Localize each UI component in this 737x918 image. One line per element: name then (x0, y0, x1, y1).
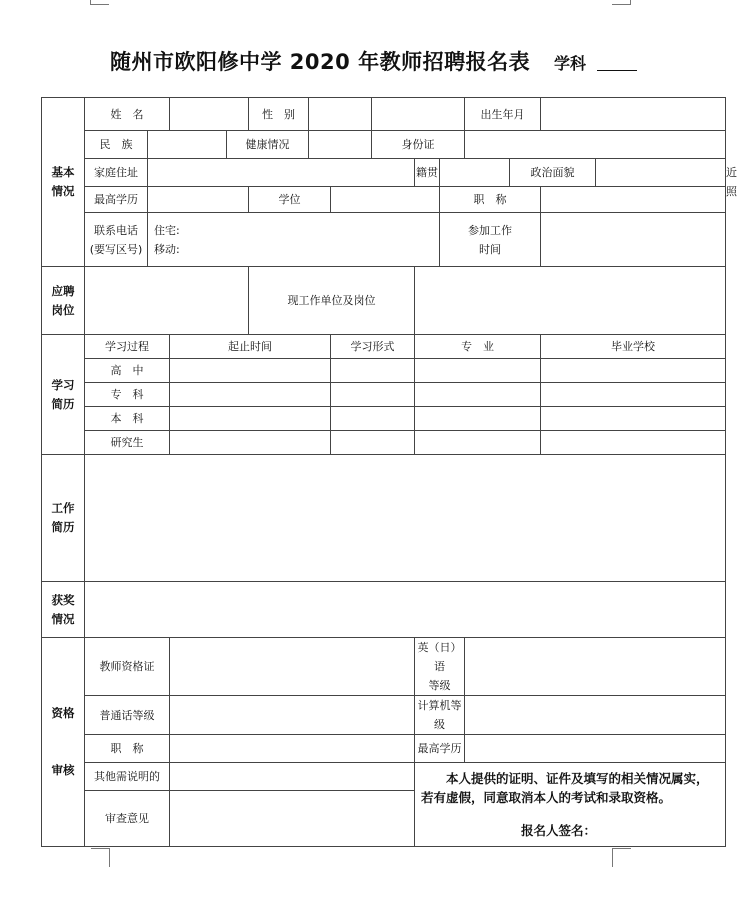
study-field-school[interactable] (541, 431, 726, 455)
label-english-level: 英（日）语 等级 (415, 638, 465, 696)
field-teacher-cert[interactable] (170, 638, 415, 696)
label-mobile-phone: 移动: (154, 242, 180, 256)
study-field-form[interactable] (331, 383, 415, 407)
field-gender-extra[interactable] (372, 98, 465, 131)
label-work-start: 参加工作 时间 (440, 213, 541, 267)
label-id-card: 身份证 (372, 131, 465, 159)
field-professional-title[interactable] (541, 187, 726, 213)
field-awards[interactable] (85, 582, 726, 638)
field-highest-education[interactable] (148, 187, 249, 213)
label-teacher-cert: 教师资格证 (85, 638, 170, 696)
signature-label: 报名人签名： (521, 823, 597, 838)
field-current-unit[interactable] (415, 267, 726, 335)
field-native-place[interactable] (440, 159, 510, 187)
section-work: 工作 简历 (42, 455, 85, 582)
label-mandarin-level: 普通话等级 (85, 696, 170, 735)
field-gender[interactable] (309, 98, 372, 131)
declaration-text: 本人提供的证明、证件及填写的相关情况属实，若有虚假，同意取消本人的考试和录取资格。 (421, 771, 709, 805)
field-mandarin-level[interactable] (170, 696, 415, 735)
field-english-level[interactable] (465, 638, 726, 696)
study-header-form: 学习形式 (331, 335, 415, 359)
study-row-label: 专 科 (85, 383, 170, 407)
section-awards: 获奖 情况 (42, 582, 85, 638)
crop-mark-top-right (612, 0, 631, 5)
study-field-form[interactable] (331, 431, 415, 455)
study-row-label: 高 中 (85, 359, 170, 383)
study-field-period[interactable] (170, 431, 331, 455)
registration-form-table: 基本 情况 姓 名 性 别 出生年月 近 照 民 族 健康情况 身份证 家庭住址 籍贯 政治面貌 最高学历 学位 职 称 联系电话 (要写区号) 住宅: 移动: 参加工作 时间 应聘 岗位 现工作单位及岗位 学习 简历 学习过程 起止时间 学习形式 专 业 毕业学校 高 中 专 科 本 科 研究生 工作 简历 获奖 情况 资格 审核 教师资格证 英（日）语 等级 普通话等级 计算机等级 职 称 最高学历 其他需说明的 本人提供的证明、证件及填写的相关情况属实，若有虚假，同意取消本人的考试和录取资格。 报名人签名： 审查意见 (41, 97, 726, 847)
subject-label: 学科 (554, 54, 587, 73)
field-ethnicity[interactable] (148, 131, 227, 159)
crop-mark-bottom-right (612, 848, 631, 867)
study-field-form[interactable] (331, 407, 415, 431)
section-qualification-review: 资格 审核 (42, 638, 85, 847)
field-degree[interactable] (331, 187, 440, 213)
study-header-period: 起止时间 (170, 335, 331, 359)
study-header-major: 专 业 (415, 335, 541, 359)
label-review-opinion: 审查意见 (85, 791, 170, 847)
study-field-major[interactable] (415, 407, 541, 431)
study-header-process: 学习过程 (85, 335, 170, 359)
label-name: 姓 名 (85, 98, 170, 131)
crop-mark-top-left (90, 0, 109, 5)
field-computer-level[interactable] (465, 696, 726, 735)
study-field-major[interactable] (415, 383, 541, 407)
label-qual-title: 职 称 (85, 735, 170, 763)
field-phone[interactable] (148, 213, 440, 267)
label-health: 健康情况 (227, 131, 309, 159)
study-field-period[interactable] (170, 383, 331, 407)
section-position: 应聘 岗位 (42, 267, 85, 335)
study-field-form[interactable] (331, 359, 415, 383)
crop-mark-bottom-left (91, 848, 110, 867)
label-birth: 出生年月 (465, 98, 541, 131)
field-qual-title[interactable] (170, 735, 415, 763)
study-row-label: 研究生 (85, 431, 170, 455)
study-field-school[interactable] (541, 359, 726, 383)
label-address: 家庭住址 (85, 159, 148, 187)
study-field-period[interactable] (170, 359, 331, 383)
section-study: 学习 简历 (42, 335, 85, 455)
label-degree: 学位 (249, 187, 331, 213)
study-field-school[interactable] (541, 407, 726, 431)
field-position[interactable] (85, 267, 249, 335)
field-other-notes[interactable] (170, 763, 415, 791)
field-political-status[interactable] (596, 159, 726, 187)
field-review-opinion[interactable] (170, 791, 415, 847)
label-political-status: 政治面貌 (510, 159, 596, 187)
field-birth[interactable] (541, 98, 726, 131)
field-address[interactable] (148, 159, 415, 187)
label-professional-title: 职 称 (440, 187, 541, 213)
page-title: 随州市欧阳修中学 2020 年教师招聘报名表 (110, 50, 531, 74)
study-field-major[interactable] (415, 359, 541, 383)
label-home-phone: 住宅: (154, 223, 180, 237)
study-header-school: 毕业学校 (541, 335, 726, 359)
field-work-start[interactable] (541, 213, 726, 267)
study-row-label: 本 科 (85, 407, 170, 431)
label-computer-level: 计算机等级 (415, 696, 465, 735)
study-field-period[interactable] (170, 407, 331, 431)
declaration-box (415, 763, 726, 847)
label-ethnicity: 民 族 (85, 131, 148, 159)
label-other-notes: 其他需说明的 (85, 763, 170, 791)
study-field-school[interactable] (541, 383, 726, 407)
field-work-history[interactable] (85, 455, 726, 582)
section-basic-info: 基本 情况 (42, 98, 85, 267)
label-phone: 联系电话 (要写区号) (85, 213, 148, 267)
label-native-place: 籍贯 (415, 159, 440, 187)
field-health[interactable] (309, 131, 372, 159)
label-qual-education: 最高学历 (415, 735, 465, 763)
label-current-unit: 现工作单位及岗位 (249, 267, 415, 335)
subject-blank-line[interactable] (597, 70, 637, 71)
label-highest-education: 最高学历 (85, 187, 148, 213)
study-field-major[interactable] (415, 431, 541, 455)
field-qual-education[interactable] (465, 735, 726, 763)
field-name[interactable] (170, 98, 249, 131)
field-id-card[interactable] (465, 131, 726, 159)
label-gender: 性 别 (249, 98, 309, 131)
